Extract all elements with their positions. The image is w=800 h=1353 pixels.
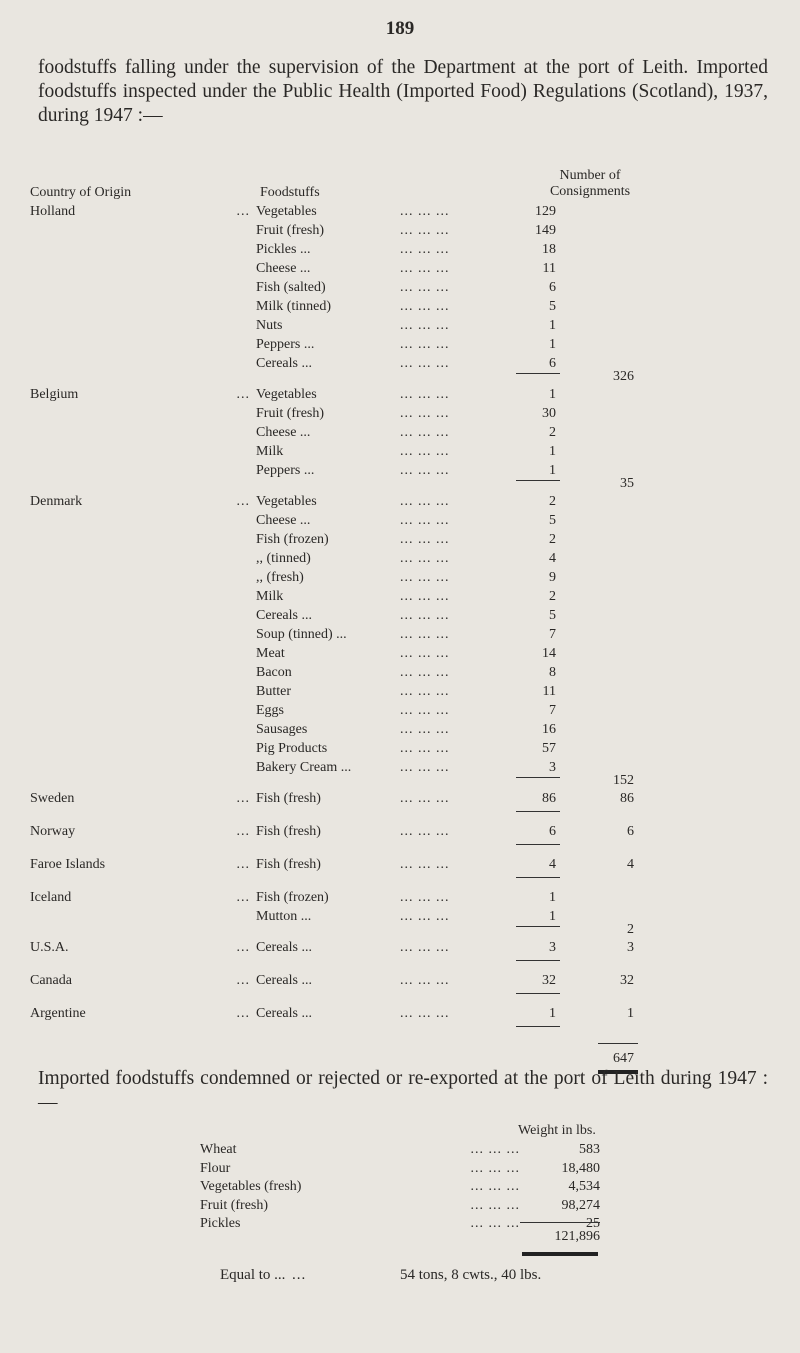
leader-dots: ... ... ... — [400, 406, 450, 421]
foodstuff-name: Fish (fresh) — [256, 857, 321, 872]
weight-header: Weight in lbs. — [518, 1123, 596, 1138]
foodstuff-name: Soup (tinned) ... — [256, 627, 347, 642]
consignment-count: 11 — [542, 261, 556, 276]
table-row — [0, 1004, 800, 1023]
group-subtotal — [0, 1023, 800, 1037]
leader-dots: ... ... ... — [400, 703, 450, 718]
table-row — [0, 625, 800, 644]
grand-total-rule — [598, 1043, 638, 1044]
foodstuff-name: Fish (frozen) — [256, 532, 329, 547]
table-row — [0, 354, 800, 373]
foodstuff-name: Fish (salted) — [256, 280, 326, 295]
consignment-count: 2 — [549, 532, 556, 547]
group-total: 2 — [627, 922, 634, 937]
consignments-table — [0, 202, 800, 1073]
leader-dots: ... ... ... — [400, 857, 450, 872]
table-row — [0, 278, 800, 297]
table-row — [0, 888, 800, 907]
country-name: Norway — [30, 824, 76, 839]
header-count-line1: Number of — [559, 168, 621, 183]
leader-dots: ... ... ... — [400, 280, 450, 295]
item-name: Wheat — [200, 1142, 237, 1157]
leader-dots: ... ... ... — [470, 1197, 520, 1213]
leader-dots: ... ... ... — [400, 760, 450, 775]
condemned-total-rule — [520, 1222, 600, 1223]
consignment-count: 3 — [549, 940, 556, 955]
table-row — [0, 221, 800, 240]
table-row — [0, 316, 800, 335]
leader-dots: ... ... ... — [470, 1160, 520, 1176]
table-row — [0, 971, 800, 990]
consignment-count: 2 — [549, 589, 556, 604]
leader-dots: ... — [236, 890, 250, 905]
foodstuff-name: Fish (fresh) — [256, 791, 321, 806]
subtotal-rule — [516, 877, 560, 878]
leader-dots: ... — [236, 1006, 250, 1021]
table-row — [0, 335, 800, 354]
leader-dots: ... ... ... — [400, 223, 450, 238]
table-row — [0, 606, 800, 625]
item-weight: 4,534 — [568, 1179, 600, 1194]
subtotal-rule — [516, 1026, 560, 1027]
table-row — [0, 259, 800, 278]
item-weight: 583 — [579, 1142, 600, 1157]
foodstuff-name: Sausages — [256, 722, 308, 737]
leader-dots: ... ... ... — [400, 318, 450, 333]
condemned-paragraph — [38, 1067, 768, 1115]
consignment-count: 30 — [542, 406, 556, 421]
leader-dots: ... ... ... — [470, 1216, 520, 1231]
header-foodstuffs: Foodstuffs — [260, 185, 320, 200]
country-name: Sweden — [30, 791, 75, 806]
consignment-count: 4 — [549, 857, 556, 872]
consignment-count: 129 — [535, 204, 556, 219]
leader-dots: ... ... ... — [400, 684, 450, 699]
table-row — [0, 461, 800, 480]
leader-dots: ... ... ... — [400, 425, 450, 440]
leader-dots: ... ... ... — [400, 532, 450, 547]
consignment-count: 1 — [549, 463, 556, 478]
group-total: 1 — [627, 1006, 634, 1021]
foodstuff-name: Meat — [256, 646, 285, 661]
intro-paragraph — [38, 56, 768, 128]
foodstuff-name: Vegetables — [256, 387, 317, 402]
foodstuff-name: Vegetables — [256, 494, 317, 509]
foodstuff-name: Fruit (fresh) — [256, 406, 325, 421]
leader-dots: ... ... ... — [400, 513, 450, 528]
leader-dots: ... ... ... — [400, 973, 450, 988]
foodstuff-name: Vegetables — [256, 204, 317, 219]
table-row — [0, 682, 800, 701]
foodstuff-name: Butter — [256, 684, 291, 699]
consignment-count: 5 — [549, 299, 556, 314]
leader-dots: ... ... ... — [400, 627, 450, 642]
header-count-line2: Consignments — [549, 184, 631, 199]
consignment-count: 1 — [549, 909, 556, 924]
leader-dots: ... — [236, 494, 250, 509]
leader-dots: ... ... ... — [400, 791, 450, 806]
table-row — [0, 644, 800, 663]
item-name: Vegetables (fresh) — [200, 1179, 302, 1194]
item-name: Fruit (fresh) — [200, 1197, 269, 1213]
group-subtotal — [0, 841, 800, 855]
group-total: 3 — [627, 940, 634, 955]
country-name: Holland — [30, 204, 76, 219]
foodstuff-name: Cereals ... — [256, 356, 312, 371]
consignment-count: 1 — [549, 318, 556, 333]
group-total: 86 — [620, 791, 634, 806]
foodstuff-name: Peppers ... — [256, 463, 315, 478]
table-row — [0, 202, 800, 221]
leader-dots: ... ... ... — [400, 204, 450, 219]
foodstuff-name: Cereals ... — [256, 973, 312, 988]
table-row — [0, 789, 800, 808]
foodstuff-name: Fish (fresh) — [256, 824, 321, 839]
consignment-count: 3 — [549, 760, 556, 775]
table-row — [0, 701, 800, 720]
leader-dots: ... ... ... — [400, 444, 450, 459]
foodstuff-name: Milk — [256, 589, 284, 604]
group-total: 4 — [627, 857, 634, 872]
foodstuff-name: Milk (tinned) — [256, 299, 332, 314]
subtotal-rule — [516, 480, 560, 481]
grand-total: 647 — [613, 1051, 634, 1066]
consignment-count: 16 — [542, 722, 556, 737]
consignment-count: 32 — [542, 973, 556, 988]
equal-to-dots: ... — [292, 1267, 307, 1283]
table-row — [0, 822, 800, 841]
leader-dots: ... — [236, 791, 250, 806]
group-total: 32 — [620, 973, 634, 988]
table-row — [0, 530, 800, 549]
header-country: Country of Origin — [30, 185, 132, 200]
group-subtotal — [0, 369, 800, 385]
group-total: 35 — [620, 476, 634, 491]
leader-dots: ... ... ... — [400, 909, 450, 924]
group-subtotal — [0, 476, 800, 492]
table-row — [0, 1178, 800, 1196]
country-name: U.S.A. — [30, 940, 69, 955]
consignment-count: 8 — [549, 665, 556, 680]
consignment-count: 6 — [549, 280, 556, 295]
leader-dots: ... — [236, 973, 250, 988]
leader-dots: ... ... ... — [400, 890, 450, 905]
group-subtotal — [0, 922, 800, 938]
consignment-count: 1 — [549, 444, 556, 459]
consignment-count: 6 — [549, 356, 556, 371]
country-name: Faroe Islands — [30, 857, 106, 872]
table-row — [0, 855, 800, 874]
leader-dots: ... ... ... — [400, 1006, 450, 1021]
leader-dots: ... ... ... — [400, 551, 450, 566]
leader-dots: ... ... ... — [400, 387, 450, 402]
leader-dots: ... — [236, 204, 250, 219]
leader-dots: ... — [236, 940, 250, 955]
leader-dots: ... ... ... — [400, 356, 450, 371]
leader-dots: ... ... ... — [400, 940, 450, 955]
leader-dots: ... ... ... — [470, 1142, 520, 1157]
table-row — [0, 907, 800, 926]
leader-dots: ... ... ... — [400, 242, 450, 257]
condemned-text: Imported foodstuffs condemned or rejected or re-exported at the port of Leith during 1947 :— — [38, 1068, 768, 1113]
consignment-count: 57 — [542, 741, 556, 756]
page-number: 189 — [385, 18, 415, 39]
consignment-count: 86 — [542, 791, 556, 806]
leader-dots: ... ... ... — [400, 646, 450, 661]
subtotal-rule — [516, 993, 560, 994]
consignment-count: 9 — [549, 570, 556, 585]
foodstuff-name: Pickles ... — [256, 242, 311, 257]
group-subtotal — [0, 990, 800, 1004]
item-name: Pickles — [200, 1216, 241, 1231]
table-row — [0, 1197, 800, 1215]
foodstuff-name: Cereals ... — [256, 940, 312, 955]
leader-dots: ... ... ... — [400, 608, 450, 623]
table-row — [0, 1141, 800, 1159]
table-row — [0, 240, 800, 259]
table-row — [0, 511, 800, 530]
table-row — [0, 758, 800, 777]
table-row — [0, 568, 800, 587]
subtotal-rule — [516, 811, 560, 812]
consignment-count: 7 — [549, 627, 556, 642]
table-row — [0, 739, 800, 758]
leader-dots: ... ... ... — [400, 494, 450, 509]
subtotal-rule — [516, 777, 560, 778]
consignment-count: 1 — [549, 1006, 556, 1021]
table-row — [0, 549, 800, 568]
leader-dots: ... ... ... — [400, 741, 450, 756]
leader-dots: ... ... ... — [400, 722, 450, 737]
country-name: Canada — [30, 973, 72, 988]
country-name: Argentine — [30, 1006, 86, 1021]
consignment-count: 18 — [542, 242, 556, 257]
equal-to-label: Equal to ... — [220, 1267, 286, 1283]
condemned-total-double-rule — [522, 1252, 598, 1256]
foodstuff-name: Mutton ... — [256, 909, 312, 924]
foodstuff-name: Peppers ... — [256, 337, 315, 352]
table-row — [0, 442, 800, 461]
consignment-count: 6 — [549, 824, 556, 839]
subtotal-rule — [516, 960, 560, 961]
leader-dots: ... ... ... — [400, 665, 450, 680]
consignment-count: 2 — [549, 494, 556, 509]
foodstuff-name: Cheese ... — [256, 261, 311, 276]
leader-dots: ... ... ... — [400, 261, 450, 276]
table-row — [0, 1215, 800, 1233]
foodstuff-name: ,, (fresh) — [256, 570, 304, 585]
country-name: Iceland — [30, 890, 72, 905]
item-weight: 25 — [586, 1216, 600, 1231]
group-subtotal — [0, 874, 800, 888]
consignment-count: 2 — [549, 425, 556, 440]
foodstuff-name: Pig Products — [256, 741, 328, 756]
table-row — [0, 938, 800, 957]
equal-to-value: 54 tons, 8 cwts., 40 lbs. — [400, 1267, 542, 1283]
table-row — [0, 663, 800, 682]
foodstuff-name: Bakery Cream ... — [256, 760, 352, 775]
table-row — [0, 492, 800, 511]
leader-dots: ... ... ... — [400, 299, 450, 314]
leader-dots: ... ... ... — [400, 463, 450, 478]
consignment-count: 7 — [549, 703, 556, 718]
foodstuff-name: Eggs — [256, 703, 284, 718]
foodstuff-name: Cereals ... — [256, 608, 312, 623]
consignment-count: 149 — [535, 223, 556, 238]
foodstuff-name: Fruit (fresh) — [256, 223, 325, 238]
country-name: Denmark — [30, 494, 83, 509]
consignment-count: 11 — [542, 684, 556, 699]
foodstuff-name: Milk — [256, 444, 284, 459]
table-row — [0, 297, 800, 316]
subtotal-rule — [516, 926, 560, 927]
item-name: Flour — [200, 1160, 231, 1176]
subtotal-rule — [516, 373, 560, 374]
consignment-count: 1 — [549, 387, 556, 402]
table-row — [0, 404, 800, 423]
subtotal-rule — [516, 844, 560, 845]
group-total: 6 — [627, 824, 634, 839]
intro-text: foodstuffs falling under the supervision of the Department at the port of Leith. Imported foodstuffs inspected under the Public Health (Imported Food) Regulations (Scotland), 1937, during 1947 :— — [38, 57, 768, 126]
group-total: 326 — [613, 369, 634, 384]
foodstuff-name: Bacon — [256, 665, 292, 680]
consignment-count: 5 — [549, 608, 556, 623]
consignment-count: 5 — [549, 513, 556, 528]
foodstuff-name: ,, (tinned) — [256, 551, 311, 566]
consignment-count: 1 — [549, 337, 556, 352]
table-row — [0, 587, 800, 606]
group-total: 152 — [613, 773, 634, 788]
table-row — [0, 1160, 800, 1178]
group-subtotal — [0, 957, 800, 971]
foodstuff-name: Fish (frozen) — [256, 890, 329, 905]
header-consignments — [510, 168, 670, 200]
leader-dots: ... — [236, 857, 250, 872]
item-weight: 98,274 — [561, 1197, 600, 1213]
item-weight: 18,480 — [561, 1160, 600, 1176]
foodstuff-name: Nuts — [256, 318, 283, 333]
group-subtotal — [0, 808, 800, 822]
foodstuff-name: Cheese ... — [256, 425, 311, 440]
group-subtotal — [0, 773, 800, 789]
country-name: Belgium — [30, 387, 79, 402]
consignment-count: 14 — [542, 646, 556, 661]
leader-dots: ... — [236, 824, 250, 839]
leader-dots: ... ... ... — [470, 1179, 520, 1194]
leader-dots: ... ... ... — [400, 570, 450, 585]
consignment-count: 4 — [549, 551, 556, 566]
foodstuff-name: Cheese ... — [256, 513, 311, 528]
condemned-total: 121,896 — [554, 1229, 600, 1244]
table-row — [0, 385, 800, 404]
table-row — [0, 423, 800, 442]
consignment-count: 1 — [549, 890, 556, 905]
leader-dots: ... ... ... — [400, 824, 450, 839]
leader-dots: ... ... ... — [400, 589, 450, 604]
leader-dots: ... — [236, 387, 250, 402]
leader-dots: ... ... ... — [400, 337, 450, 352]
table-row — [0, 720, 800, 739]
foodstuff-name: Cereals ... — [256, 1006, 312, 1021]
